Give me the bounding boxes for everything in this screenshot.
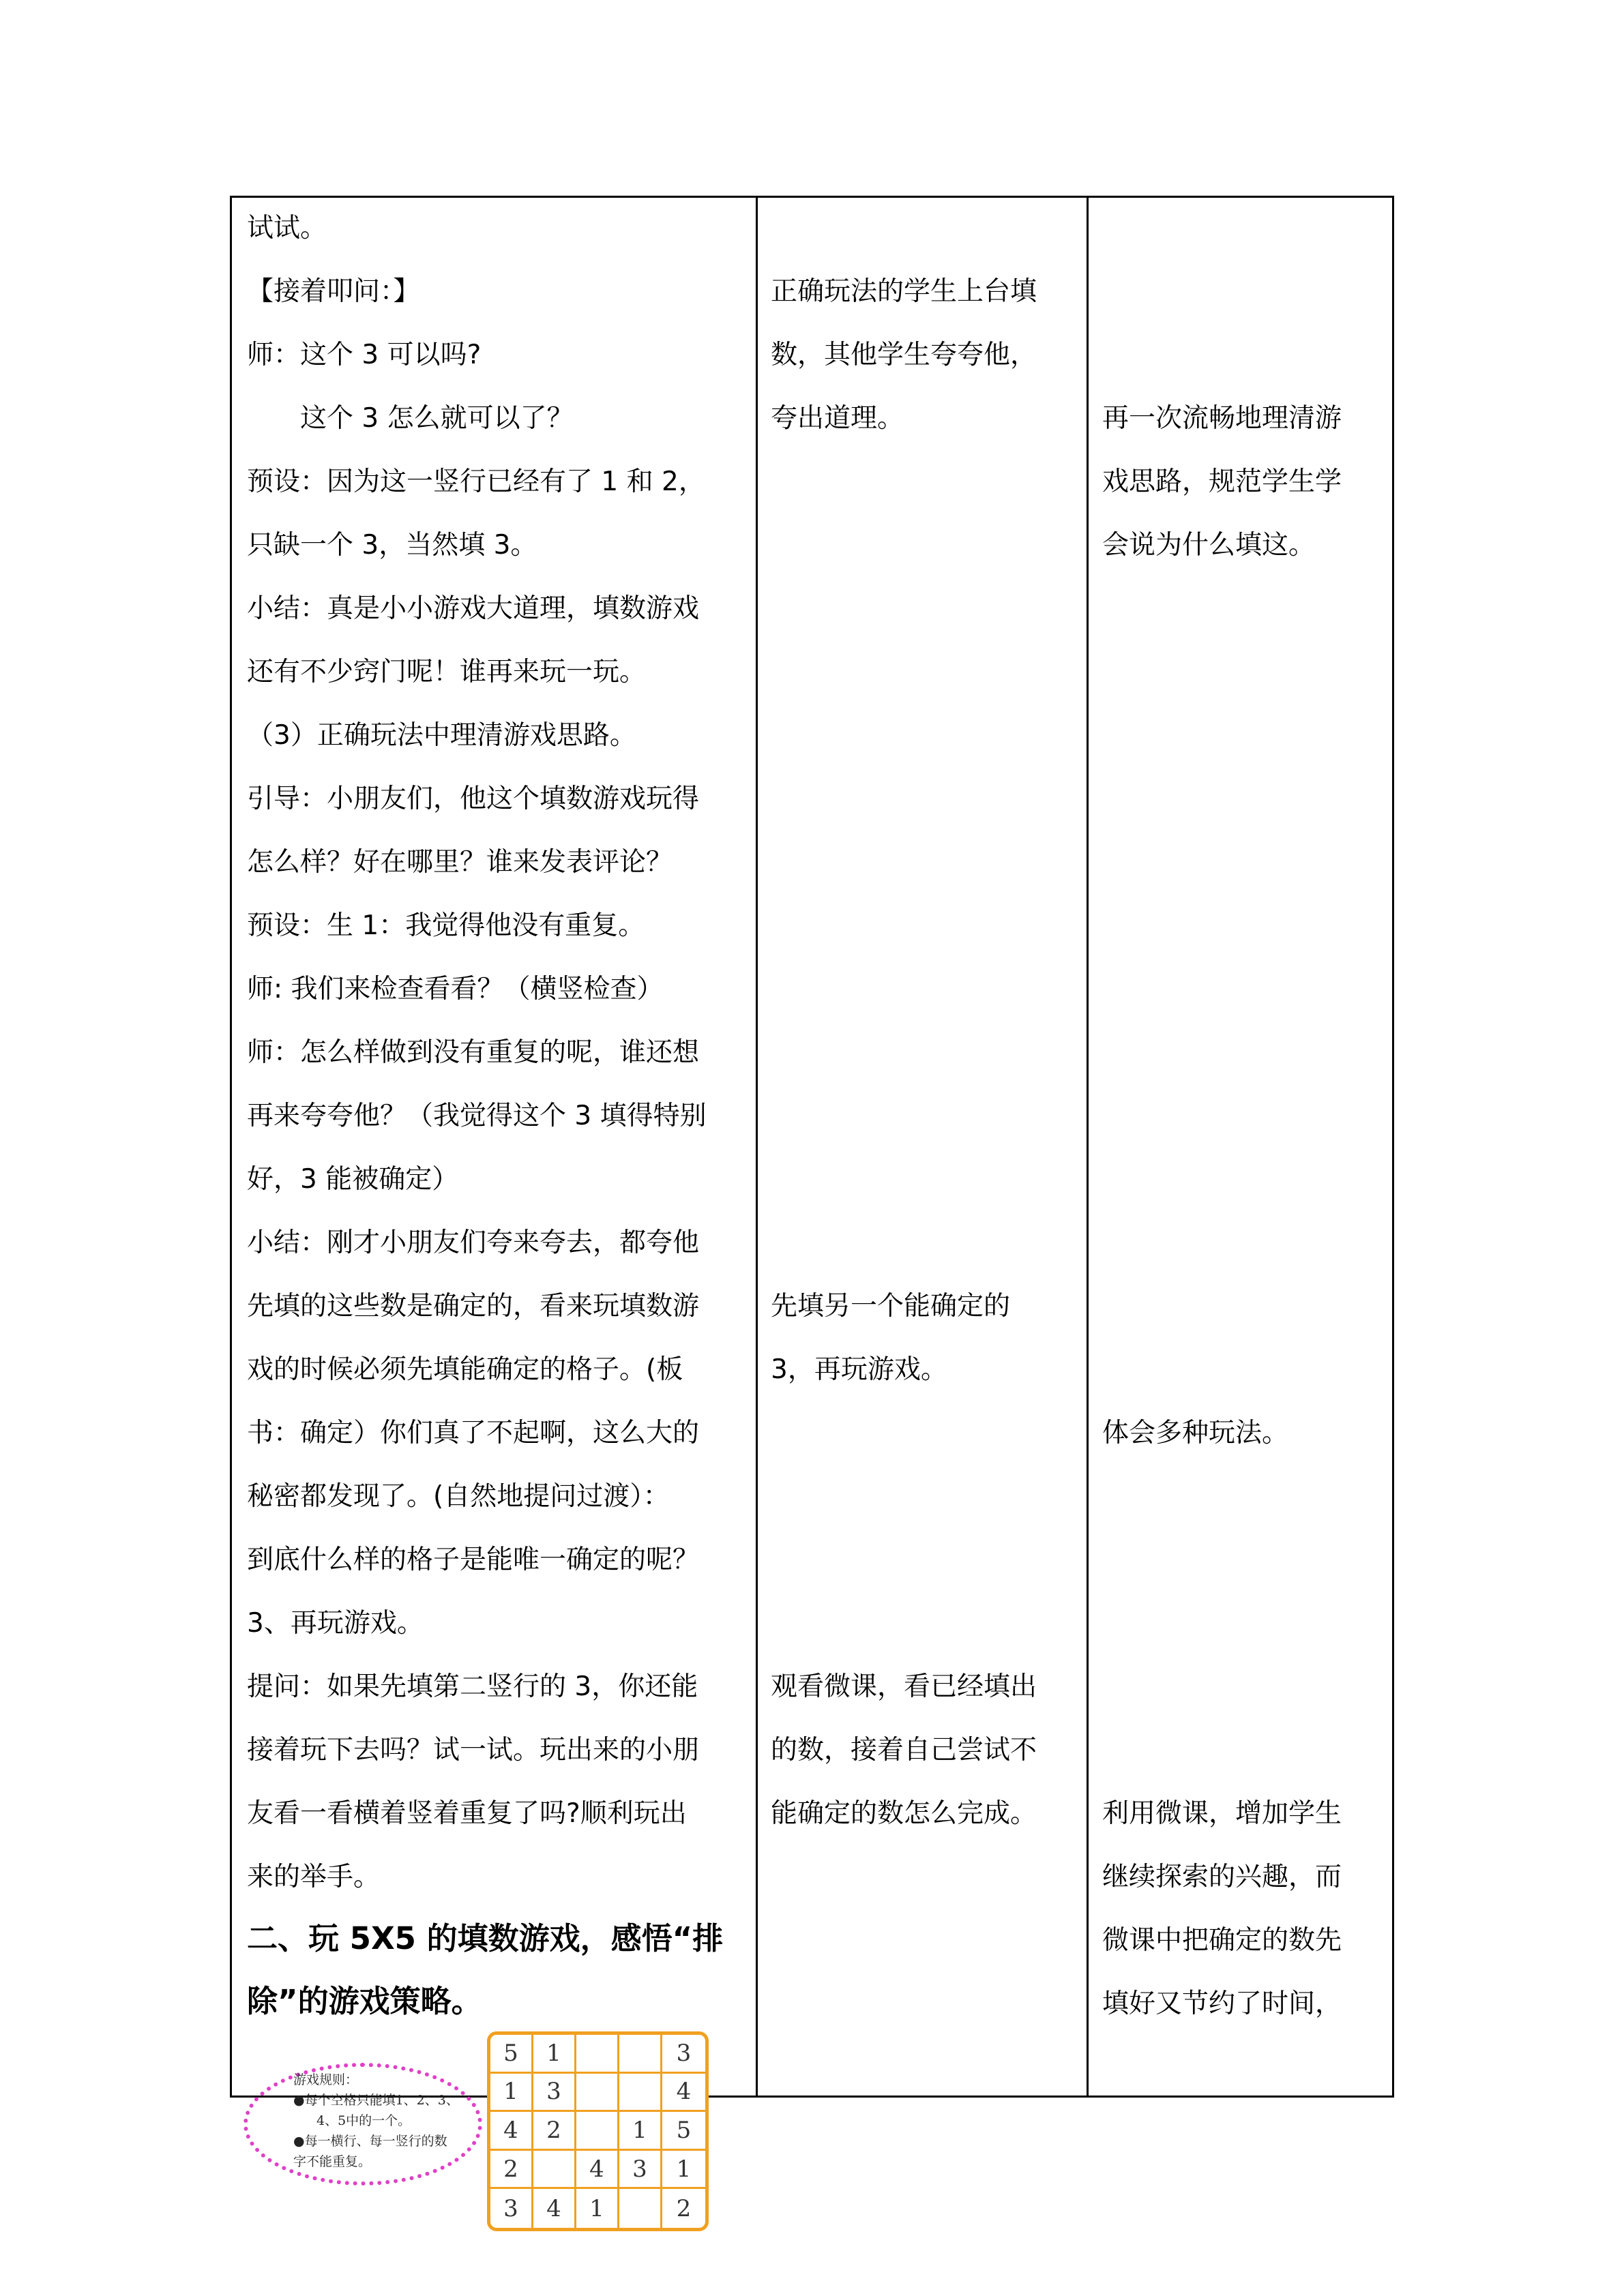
grid-cell: 3 bbox=[533, 2074, 576, 2113]
game-rules-text bbox=[293, 2070, 459, 2172]
grid-cell bbox=[576, 2074, 619, 2113]
grid-cell: 5 bbox=[490, 2035, 533, 2074]
activity-line-5: 3，再玩游戏。 bbox=[771, 1354, 947, 1385]
process-line-27: 来的举手。 bbox=[247, 1862, 381, 1892]
grid-cell bbox=[576, 2112, 619, 2151]
process-line-8: 还有不少窍门呢！谁再来玩一玩。 bbox=[247, 657, 647, 687]
intent-line-4: 体会多种玩法。 bbox=[1102, 1418, 1289, 1448]
activity-line-1: 正确玩法的学生上台填 bbox=[771, 276, 1037, 307]
grid-cell: 4 bbox=[490, 2112, 533, 2151]
process-line-15: 再来夸夸他？（我觉得这个 3 填得特别 bbox=[247, 1101, 707, 1131]
activity-line-3: 夸出道理。 bbox=[771, 403, 904, 434]
grid-cell: 1 bbox=[533, 2035, 576, 2074]
rule-line-3: 4、5中的一个。 bbox=[316, 2113, 411, 2128]
process-line-5: 预设：因为这一竖行已经有了 1 和 2， bbox=[247, 466, 705, 497]
intent-line-7: 微课中把确定的数先 bbox=[1102, 1925, 1342, 1956]
process-line-10: 引导：小朋友们，他这个填数游戏玩得 bbox=[247, 784, 700, 814]
section-heading-line-1: 二、玩 5X5 的填数游戏，感悟“排 bbox=[247, 1920, 724, 1956]
process-line-2: 【接着叩问：】 bbox=[247, 276, 420, 307]
activity-line-2: 数，其他学生夸夸他， bbox=[771, 340, 1037, 370]
grid-cell: 1 bbox=[662, 2151, 705, 2190]
grid-cell: 3 bbox=[490, 2189, 533, 2228]
intent-line-5: 利用微课，增加学生 bbox=[1102, 1798, 1342, 1829]
process-line-4: 这个 3 怎么就可以了？ bbox=[300, 403, 574, 434]
process-line-11: 怎么样？好在哪里？谁来发表评论？ bbox=[247, 847, 673, 878]
process-line-3: 师：这个 3 可以吗? bbox=[247, 340, 482, 370]
process-line-22: 到底什么样的格子是能唯一确定的呢？ bbox=[247, 1545, 700, 1575]
process-line-20: 书：确定）你们真了不起啊，这么大的 bbox=[247, 1418, 700, 1448]
grid-cell: 5 bbox=[662, 2112, 705, 2151]
activity-line-4: 先填另一个能确定的 bbox=[771, 1291, 1011, 1322]
process-line-21: 秘密都发现了。(自然地提问过渡）： bbox=[247, 1481, 670, 1512]
grid-cell: 3 bbox=[662, 2035, 705, 2074]
grid-cell: 2 bbox=[533, 2112, 576, 2151]
process-line-6: 只缺一个 3，当然填 3。 bbox=[247, 530, 537, 561]
section-heading-line-2: 除”的游戏策略。 bbox=[247, 1983, 482, 2019]
grid-cell bbox=[576, 2035, 619, 2074]
process-line-25: 接着玩下去吗？试一试。玩出来的小朋 bbox=[247, 1735, 700, 1765]
process-line-1: 试试。 bbox=[247, 213, 327, 243]
activity-line-7: 的数，接着自己尝试不 bbox=[771, 1735, 1037, 1765]
column-divider-2 bbox=[1087, 198, 1089, 2096]
grid-cell: 4 bbox=[576, 2151, 619, 2190]
intent-line-1: 再一次流畅地理清游 bbox=[1102, 403, 1342, 434]
grid-cell: 4 bbox=[533, 2189, 576, 2228]
process-line-14: 师：怎么样做到没有重复的呢，谁还想 bbox=[247, 1037, 700, 1068]
number-puzzle-grid bbox=[487, 2031, 709, 2231]
activity-line-6: 观看微课，看已经填出 bbox=[771, 1671, 1037, 1702]
grid-cell: 1 bbox=[576, 2189, 619, 2228]
rule-line-2: ●每个空格只能填1、2、3、 bbox=[293, 2093, 459, 2108]
activity-line-8: 能确定的数怎么完成。 bbox=[771, 1798, 1037, 1829]
grid-cell: 2 bbox=[490, 2151, 533, 2190]
process-line-23: 3、再玩游戏。 bbox=[247, 1608, 424, 1639]
process-line-7: 小结：真是小小游戏大道理，填数游戏 bbox=[247, 593, 700, 624]
process-line-13: 师: 我们来检查看看？（横竖检查） bbox=[247, 974, 664, 1004]
process-line-19: 戏的时候必须先填能确定的格子。(板 bbox=[247, 1354, 683, 1385]
rule-line-1: 游戏规则： bbox=[293, 2072, 359, 2087]
rule-line-5: 字不能重复。 bbox=[293, 2154, 372, 2169]
grid-cell: 3 bbox=[619, 2151, 662, 2190]
intent-line-2: 戏思路，规范学生学 bbox=[1102, 466, 1342, 497]
grid-cell: 2 bbox=[676, 2194, 692, 2222]
grid-cell: 1 bbox=[619, 2112, 662, 2151]
grid-cell bbox=[619, 2189, 662, 2228]
process-line-12: 预设：生 1：我觉得他没有重复。 bbox=[247, 910, 645, 941]
grid-cell: 1 bbox=[490, 2074, 533, 2113]
process-line-26: 友看一看横着竖着重复了吗?顺利玩出 bbox=[247, 1798, 687, 1829]
grid-cell bbox=[533, 2151, 576, 2190]
grid-cell bbox=[619, 2035, 662, 2074]
rule-line-4: ●每一横行、每一竖行的数 bbox=[293, 2134, 447, 2149]
intent-line-8: 填好又节约了时间， bbox=[1102, 1988, 1342, 2019]
process-line-18: 先填的这些数是确定的，看来玩填数游 bbox=[247, 1291, 700, 1322]
process-line-16: 好，3 能被确定） bbox=[247, 1164, 459, 1195]
lesson-plan-table bbox=[230, 196, 1394, 2098]
intent-line-3: 会说为什么填这。 bbox=[1102, 530, 1316, 561]
column-divider-1 bbox=[756, 198, 758, 2096]
grid-cell: 4 bbox=[662, 2074, 705, 2113]
process-line-9: （3）正确玩法中理清游戏思路。 bbox=[247, 720, 636, 751]
process-line-24: 提问：如果先填第二竖行的 3，你还能 bbox=[247, 1671, 698, 1702]
intent-line-6: 继续探索的兴趣，而 bbox=[1102, 1862, 1342, 1892]
grid-cell bbox=[619, 2074, 662, 2113]
process-line-17: 小结：刚才小朋友们夸来夸去，都夸他 bbox=[247, 1227, 700, 1258]
